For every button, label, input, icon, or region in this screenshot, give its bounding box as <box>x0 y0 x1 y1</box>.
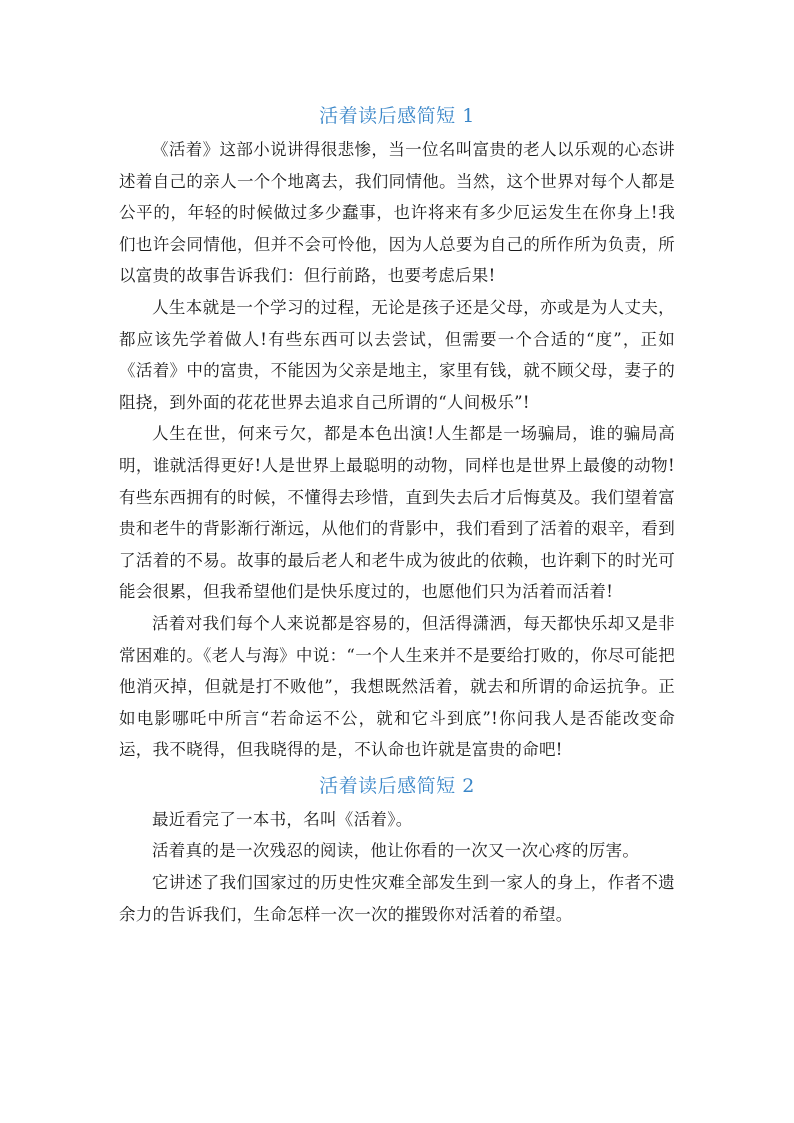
paragraph: 人生在世，何来亏欠，都是本色出演!人生都是一场骗局，谁的骗局高明，谁就活得更好!人是世界上最聪明的动物，同样也是世界上最傻的动物!有些东西拥有的时候，不懂得去珍惜，直到失去后才后悔莫及。我们望着富贵和老牛的背影渐行渐远，从他们的背影中，我们看到了活着的艰辛，看到了活着的不易。故事的最后老人和老牛成为彼此的依赖，也许剩下的时光可能会很累，但我希望他们是快乐度过的，也愿他们只为活着而活着! <box>119 424 675 602</box>
paragraph: 活着对我们每个人来说都是容易的，但活得潇洒，每天都快乐却又是非常困难的。《老人与海》中说：“一个人生来并不是要给打败的，你尽可能把他消灭掉，但就是打不败他”，我想既然活着，就去和所谓的命运抗争。正如电影哪吒中所言“若命运不公，就和它斗到底”!你问我人是否能改变命运，我不晓得，但我晓得的是，不认命也许就是富贵的命吧! <box>119 613 675 760</box>
paragraph: 最近看完了一本书，名叫《活着》。 <box>152 809 413 829</box>
paragraph: 它讲述了我们国家过的历史性灾难全部发生到一家人的身上，作者不遗余力的告诉我们，生命怎样一次一次的摧毁你对活着的希望。 <box>119 873 675 924</box>
paragraph: 人生本就是一个学习的过程，无论是孩子还是父母，亦或是为人丈夫，都应该先学着做人!有些东西可以去尝试，但需要一个合适的“度”，正如《活着》中的富贵，不能因为父亲是地主，家里有钱，就不顾父母，妻子的阻挠，到外面的花花世界去追求自己所谓的“人间极乐”! <box>119 297 675 412</box>
section-title: 活着读后感简短 1 <box>319 105 475 127</box>
paragraph: 《活着》这部小说讲得很悲惨，当一位名叫富贵的老人以乐观的心态讲述着自己的亲人一个个地离去，我们同情他。当然，这个世界对每个人都是公平的，年轻的时候做过多少蠢事，也许将来有多少厄运发生在你身上!我们也许会同情他，但并不会可怜他，因为人总要为自己的所作所为负责，所以富贵的故事告诉我们：但行前路，也要考虑后果! <box>119 140 675 286</box>
section-title: 活着读后感简短 2 <box>319 774 475 797</box>
paragraph: 活着真的是一次残忍的阅读，他让你看的一次又一次心疼的厉害。 <box>152 841 640 861</box>
document-body <box>119 98 675 930</box>
